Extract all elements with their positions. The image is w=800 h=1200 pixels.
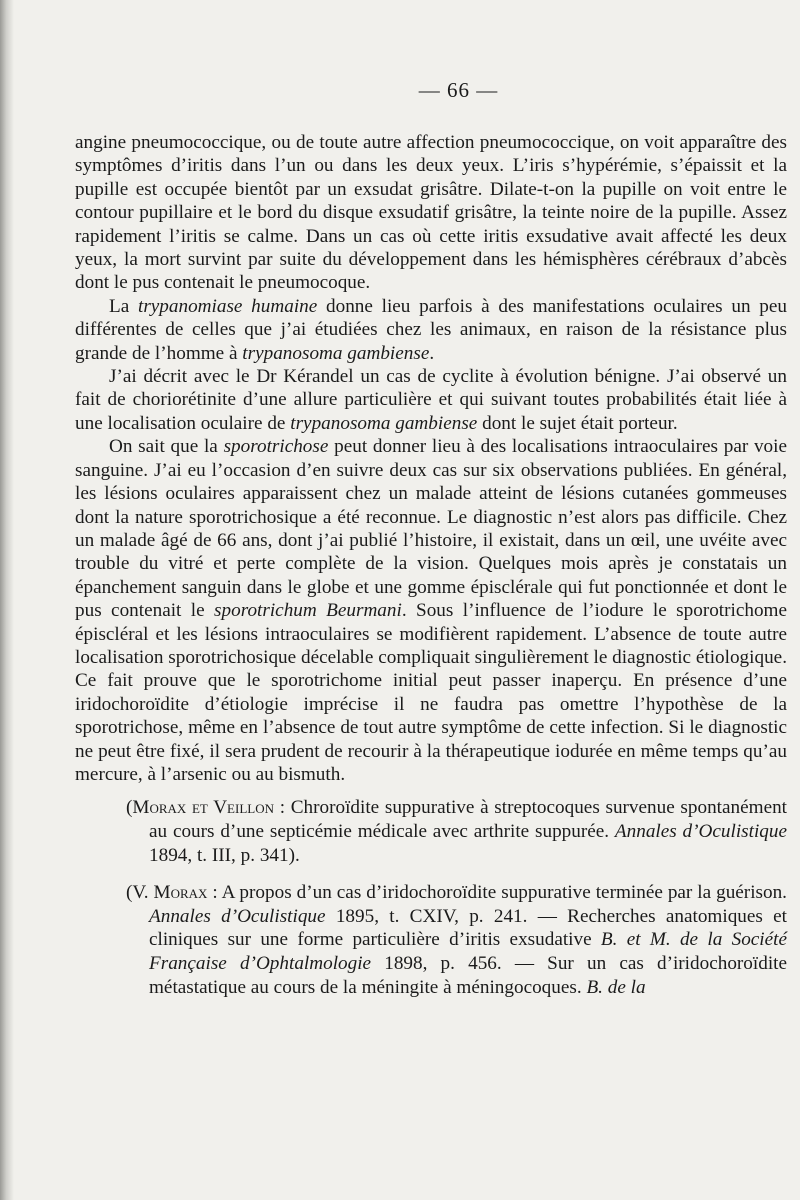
text-run: : A propos d’un cas d’iridochoroïdite suppurative terminée par la guérison. [207, 882, 787, 904]
italic-text: sporotrichum Beurmani [214, 600, 402, 622]
italic-text: sporotrichose [223, 436, 329, 458]
italic-text: Annales d’Oculistique [614, 820, 787, 842]
page-number: — 66 — [418, 78, 499, 102]
italic-text: Annales d’Oculistique [149, 905, 326, 927]
text-run: : Chroroïdite suppurative à streptocoques survenue spontanément au cours d’une septicémie médicale avec arthrite suppurée. [149, 797, 788, 842]
text-run: angine pneumococcique, ou de toute autre affection pneumococcique, on voit apparaître des symptômes d’iritis dans l’un ou dans les deux yeux. L’iris s’hypérémie, s’épaissit et la pupille est occupée bientôt par un exsudat grisâtre. Dilate-t-on la pupille on voit entre le contour pupillaire et le bord du disque exsudatif grisâtre, la teinte noire de la pupille. Assez rapidement l’iritis se calme. Dans un cas où cette iritis exsudative avait affecté les deux yeux, la mort survint par suite du développement dans les hémisphères cérébraux d’abcès dont le pus contenait le pneumocoque. [75, 132, 787, 294]
reference-note [75, 796, 787, 867]
italic-text: trypanosoma gambiense [242, 342, 430, 364]
references [75, 796, 787, 999]
text-run: La [109, 295, 138, 317]
italic-text: trypanomiase humaine [137, 295, 318, 317]
text-run: peut donner lieu à des localisations intraoculaires par voie sanguine. J’ai eu l’occasion d’en suivre deux cas sur six observations publiées. En général, les lésions oculaires apparaissent chez un malade atteint de lésions cutanées gommeuses dont la nature sporotrichosique a été reconnue. Le diagnostic n’est alors pas difficile. Chez un malade âgé de 66 ans, dont j’ai publié l’histoire, il existait, dans un œil, une uvéite avec trouble du vitré et perte complète de la vision. Quelques mois après je constatais un épanchement sanguin dans le globe et une gomme épisclérale qui fut ponctionnée et dont le pus contenait le [75, 436, 787, 622]
author-name: Morax et Veillon [132, 797, 274, 819]
reference-note [75, 881, 787, 999]
text-run: J’ai décrit avec le Dr Kérandel un cas de cyclite à évolution bénigne. J’ai observé un fait de choriorétinite d’une allure particulière et qui suivant toutes probabilités était liée à une localisation oculaire de [75, 366, 787, 434]
italic-text: B. et M. de la Société Française d’Ophtalmologie [149, 929, 787, 974]
text-run: 1895, t. CXIV, p. 241. — Recherches anatomiques et cliniques sur une forme particulière d’iritis exsudative [149, 905, 787, 951]
paragraph [75, 295, 787, 365]
text-run: ( [126, 797, 133, 819]
paragraph [75, 365, 787, 435]
text-run: On sait que la [109, 436, 224, 458]
text-run: (V. [126, 882, 154, 904]
italic-text: trypanosoma gambiense [290, 412, 478, 434]
author-name: Morax [153, 882, 208, 904]
text-run: 1894, t. III, p. 341). [149, 844, 300, 866]
text-run: dont le sujet était porteur. [477, 412, 678, 434]
body-text [75, 131, 787, 786]
text-run: . [429, 342, 435, 364]
text-run: . Sous l’influence de l’iodure le sporotrichome épiscléral et les lésions intraoculaires se modifièrent rapidement. L’absence de toute autre localisation sporotrichosique décelable compliquait singulièrement le diagnostic étiologique. Ce fait prouve que le sporotrichome initial peut passer inaperçu. En présence d’une iridochoroïdite d’étiologie imprécise il ne faudra pas omettre l’hypothèse de la sporotrichose, même en l’absence de tout autre symptôme de cette infection. Si le diagnostic ne peut être fixé, il sera prudent de recourir à la thérapeutique iodurée en même temps qu’au mercure, à l’arsenic ou au bismuth. [75, 600, 788, 785]
page-edge-shadow [0, 0, 14, 1200]
paragraph [75, 131, 787, 295]
italic-text: B. de la [586, 976, 646, 998]
text-run: 1898, p. 456. — Sur un cas d’iridochoroïdite métastatique au cours de la méningite à méningocoques. [149, 952, 787, 998]
book-page [75, 78, 787, 1013]
text-run: donne lieu parfois à des manifestations oculaires un peu différentes de celles que j’ai étudiées chez les animaux, en raison de la résistance plus grande de l’homme à [75, 295, 787, 364]
paragraph [75, 435, 787, 786]
